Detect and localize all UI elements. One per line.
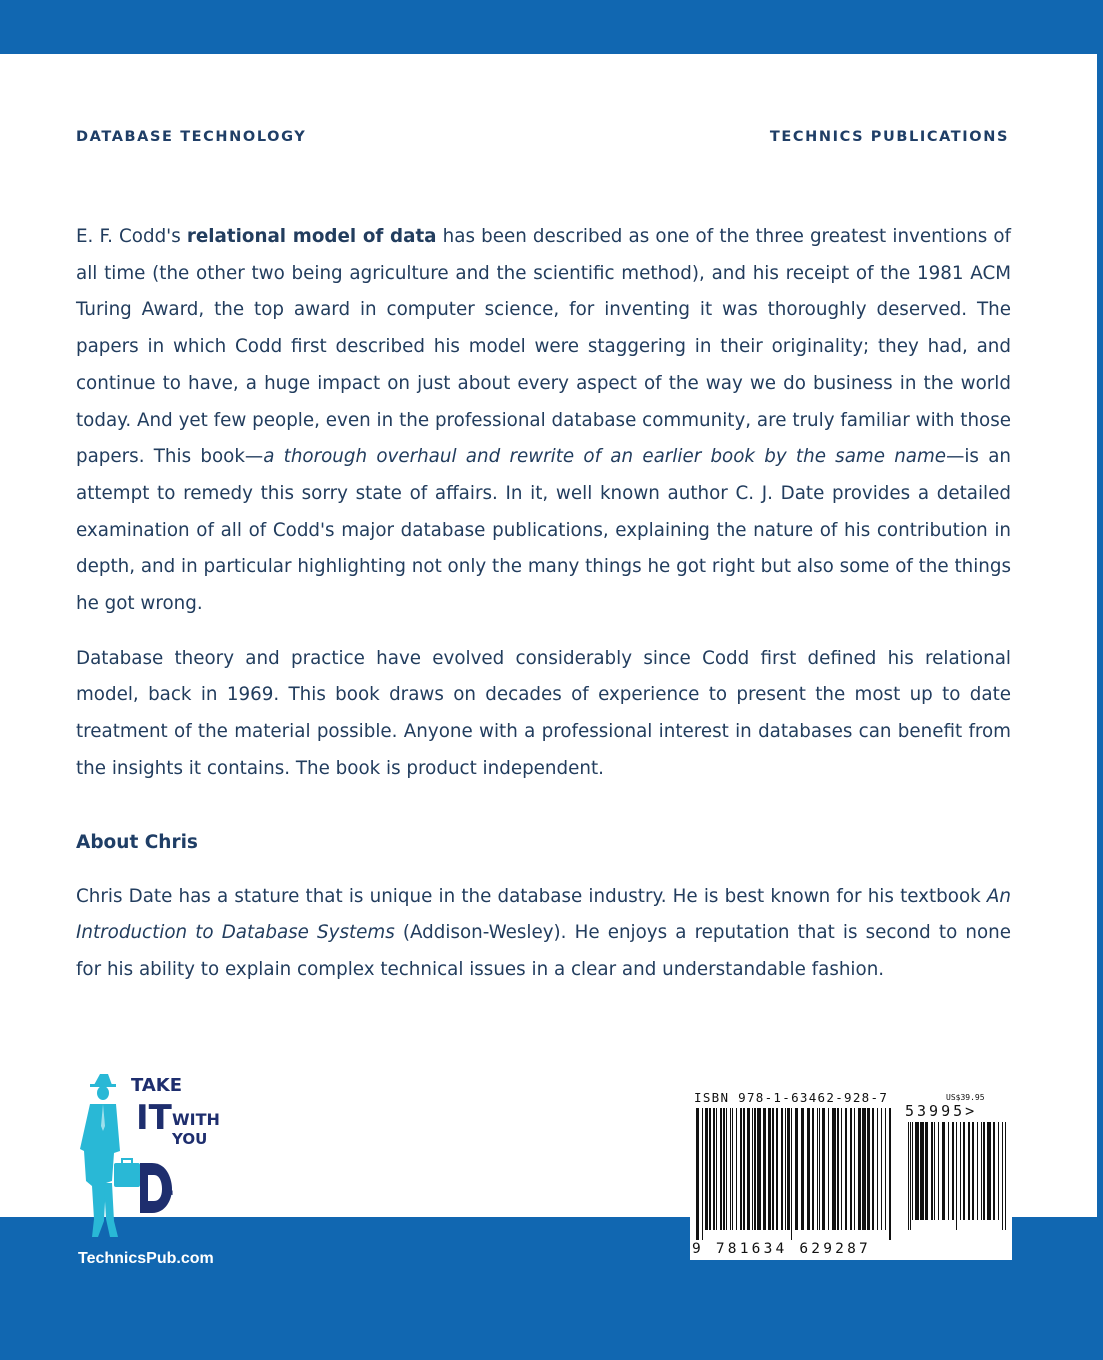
barcode-bar [867, 1108, 870, 1230]
about-paragraph [76, 879, 1011, 989]
barcode-bar [942, 1122, 945, 1220]
barcode-bar [925, 1122, 928, 1220]
description-text: has been described as one of the three greatest inventions of all time (the other two being agriculture and the scientific method), and his receipt of the 1981 ACM Turing Award, the top award in computer science, for inventing it was thoroughly deserved. The papers in which Codd first described his model were staggering in their originality; they had, and continue to have, a huge impact on just about every aspect of the way we do business in the world today. And yet few people, even in the professional database community, are truly familiar with those papers. This book— [76, 226, 1011, 468]
price-code: 53995> [905, 1102, 978, 1120]
barcode-bar [934, 1122, 935, 1220]
barcode-bar [807, 1108, 810, 1230]
description-text: —is an attempt to remedy this sorry state of affairs. In it, well known author C. J. Date provides a detailed examination of all of Codd's major database publications, explaining the nature of his contribution in depth, and in particular highlighting not only the many things he got right but also some of the things he got wrong. [76, 446, 1011, 615]
isbn-barcode [690, 1086, 1012, 1260]
about-heading: About Chris [76, 831, 198, 853]
barcode-bar [772, 1108, 774, 1230]
isbn-text: ISBN 978-1-63462-928-7 [694, 1090, 889, 1105]
barcode-bar [981, 1122, 982, 1220]
barcode-bar [858, 1108, 861, 1230]
barcode-bar [854, 1108, 855, 1230]
barcode-bar [881, 1108, 882, 1230]
barcode-bar [983, 1122, 985, 1220]
barcode-bar [908, 1122, 909, 1230]
barcode-bar [768, 1108, 771, 1230]
barcode-bar [885, 1108, 886, 1230]
barcode-bar [720, 1108, 722, 1230]
businessman-briefcase-icon [76, 1071, 246, 1241]
barcode-bar [817, 1108, 818, 1230]
barcode-bar [972, 1122, 974, 1220]
barcode-bar [696, 1108, 699, 1240]
barcode-bar [785, 1108, 786, 1230]
description-paragraph-1 [76, 219, 1011, 623]
logo-it-text: IT [136, 1098, 172, 1138]
barcode-bar [781, 1108, 783, 1230]
barcode-bar [763, 1108, 766, 1230]
barcode-bar [948, 1122, 949, 1220]
barcode-bar [791, 1108, 792, 1240]
barcode-bar [828, 1108, 829, 1230]
category-label: DATABASE TECHNOLOGY [76, 129, 307, 145]
barcode-bar [716, 1108, 717, 1230]
about-text: (Addison-Wesley). He enjoys a reputation that is second to none for his ability to explain complex technical issues in a clear and understandable fashion. [76, 922, 1011, 980]
logo-you-text: YOU [172, 1130, 208, 1148]
barcode-bar [1005, 1122, 1006, 1230]
barcode-bar [740, 1108, 742, 1230]
barcode-bar [841, 1108, 842, 1230]
ean-barcode-bars [690, 1108, 900, 1240]
barcode-bar [787, 1108, 790, 1230]
barcode-bar [754, 1108, 756, 1230]
barcode-bar [705, 1108, 708, 1230]
barcode-bar [709, 1108, 711, 1230]
publisher-label: TECHNICS PUBLICATIONS [769, 129, 1009, 145]
barcode-bar [822, 1108, 825, 1230]
barcode-bar [912, 1122, 913, 1220]
description-bold-phrase: relational model of data [186, 226, 437, 247]
barcode-bar [776, 1108, 778, 1230]
ean-digits: 9 781634 629287 [692, 1241, 871, 1257]
barcode-bar [998, 1122, 999, 1220]
barcode-bar [812, 1108, 814, 1230]
barcode-bar [819, 1108, 820, 1230]
barcode-bar [956, 1122, 957, 1230]
barcode-bar [845, 1108, 847, 1230]
barcode-bar [931, 1122, 933, 1220]
barcode-bar [801, 1108, 804, 1230]
barcode-bar [993, 1122, 995, 1220]
about-text: Chris Date has a stature that is unique in the database industry. He is best known for his textbook [76, 885, 987, 907]
description-paragraph-2: Database theory and practice have evolved considerably since Codd first defined his relational model, back in 1969. This book draws on decades of experience to present the most up to date treatment of the material possible. Anyone with a professional interest in databases can benefit from the insights it contains. The book is product independent. [76, 647, 1011, 779]
barcode-bar [730, 1108, 731, 1230]
barcode-bar [702, 1108, 703, 1240]
barcode-bar [726, 1108, 727, 1230]
barcode-bar [889, 1108, 891, 1240]
logo-tm-text: TM [163, 1190, 174, 1197]
top-band [0, 0, 1103, 54]
barcode-bar [915, 1122, 919, 1220]
barcode-bar [723, 1108, 725, 1230]
barcode-bar [713, 1108, 715, 1230]
barcode-bar [837, 1108, 839, 1230]
barcode-bar [960, 1122, 961, 1220]
barcode-bar [952, 1122, 954, 1220]
right-band [1097, 0, 1103, 1360]
take-it-with-you-logo [76, 1071, 246, 1241]
barcode-bar [747, 1108, 750, 1230]
back-cover-copy [76, 219, 1011, 989]
barcode-bar [757, 1108, 761, 1230]
barcode-bar [963, 1122, 965, 1220]
barcode-bar [795, 1108, 798, 1230]
addon-barcode-bars [906, 1122, 1010, 1230]
barcode-bar [1002, 1122, 1003, 1230]
website-link[interactable]: TechnicsPub.com [78, 1250, 214, 1267]
barcode-bar [877, 1108, 878, 1230]
barcode-bar [910, 1122, 911, 1230]
barcode-bar [862, 1108, 866, 1230]
logo-with-text: WITH [172, 1110, 220, 1129]
description-italic-phrase: a thorough overhaul and rewrite of an earlier book by the same name [263, 446, 947, 468]
barcode-bar [977, 1122, 978, 1220]
barcode-bar [752, 1108, 753, 1230]
barcode-bar [968, 1122, 970, 1220]
description-text: E. F. Codd's [76, 226, 187, 247]
barcode-bar [938, 1122, 939, 1220]
barcode-bar [872, 1108, 874, 1230]
logo-take-text: TAKE [131, 1075, 183, 1096]
barcode-bar [832, 1108, 836, 1230]
book-title-italic: An Introduction to Database Systems [76, 885, 1011, 944]
barcode-bar [736, 1108, 737, 1230]
barcode-bar [920, 1122, 924, 1220]
barcode-bar [732, 1108, 733, 1230]
barcode-bar [743, 1108, 745, 1230]
barcode-bar [850, 1108, 852, 1230]
price-label: US$39.95 [946, 1093, 985, 1102]
barcode-bar [987, 1122, 991, 1220]
